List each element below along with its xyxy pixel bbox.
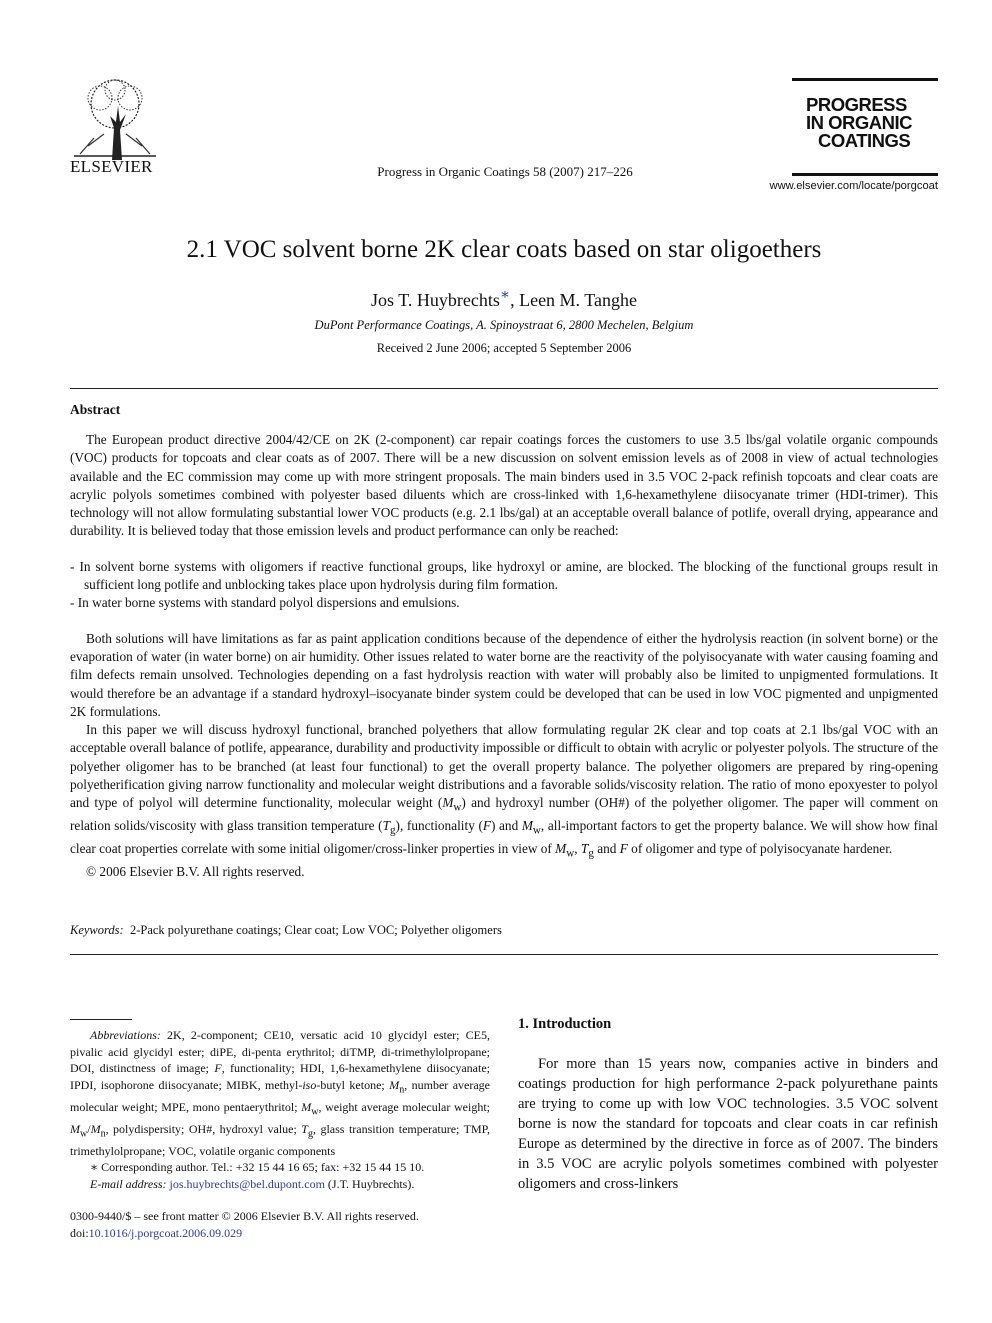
abbreviations-label: Abbreviations: [90,1028,161,1042]
journal-logo [792,78,938,176]
abbr-text-1: 2K, 2-component; CE10, versatic acid 10 glycidyl ester; CE5, pivalic acid glycidyl ester; diPE, di-penta erythritol; diTMP, di-trimethylolpropane; DOI, distinctness of image; [70,1028,490,1076]
corr-mark: ∗ [90,1160,99,1175]
p3-text-g: and [593,841,620,857]
abstract-paragraph-3 [70,721,938,863]
p3-text-f: , [574,841,581,857]
symbol-m: M [521,818,533,834]
subscript-n: n [399,1084,405,1096]
p3-text-h: of oligomer and type of polyisocyanate hardener. [627,841,893,857]
elsevier-tree-logo [70,76,160,160]
author-list [70,285,938,311]
email-owner: (J.T. Huybrechts). [324,1176,415,1191]
publisher-name: ELSEVIER [70,157,153,176]
symbol-m: M [90,1121,101,1136]
author-2: Leen M. Tanghe [519,290,637,310]
rule-bottom [70,954,938,955]
symbol-m: M [442,795,454,811]
subscript-w: w [453,802,462,814]
abbr-text-3: -butyl ketone; [316,1077,390,1092]
symbol-f: F [214,1061,222,1076]
issn-block [70,1208,490,1241]
abstract-bullet-2: - In water borne systems with standard polyol dispersions and emulsions. [70,595,460,611]
symbol-f: F [482,818,491,834]
subscript-g: g [588,847,594,860]
abbr-text-6: , polydispersity; OH#, hydroxyl value; [105,1121,302,1136]
logo-word-3: COATINGS [818,130,911,151]
abbr-text-4: , number average molecular weight; MPE, mono pentaerythritol; [70,1077,490,1114]
subscript-w: w [80,1128,88,1140]
email-link[interactable]: jos.huybrechts@bel.dupont.com [169,1176,325,1191]
introduction-paragraph-1: For more than 15 years now, companies active in binders and coatings production for high performance 2-pack polyurethane paints are trying to come up with low VOC technologies. 3.5 VOC solvent borne is now the standard for topcoats and clear coats in car refinish Europe as determined by the directive in force as of 2007. The binders in 3.5 VOC are acrylic polyols sometimes combined with polyester oligomers and cross-linkers [518,1056,938,1192]
abbreviations-footnote [70,1027,490,1159]
footnote-rule [70,1019,132,1020]
doi-link[interactable]: 10.1016/j.porgcoat.2006.09.029 [88,1225,243,1240]
abbr-text-5: , weight average molecular weight; [318,1099,490,1114]
author-separator: , [510,290,520,310]
email-label: E-mail address: [90,1176,167,1191]
symbol-t: T [382,818,390,834]
journal-reference: Progress in Organic Coatings 58 (2007) 217–226 [377,164,633,179]
rule-top [70,388,938,389]
logo-word-2: IN ORGANIC [806,112,912,133]
introduction-heading: 1. Introduction [518,1016,612,1032]
abbr-slash: / [87,1121,91,1136]
copyright-line: © 2006 Elsevier B.V. All rights reserved. [86,864,305,880]
footnotes [70,1027,490,1193]
p3-text-a: In this paper we will discuss hydroxyl functional, branched polyethers that allow formulating regular 2K clear and top coats at 2.1 lbs/gal VOC with an acceptable overall balance of potlife, appearance, durability and productivity impossible or difficult to obtain with acrylic or polyester polyols. The structure of the polyether oligomer has to be branched (at least four functional) to get the overall property balance. The polyether oligomers are prepared by ring-opening polyetherification giving narrow functionality and molecular weight distributions and a favorable solids/viscosity relation. The ratio of mono epoxyester to polyol and type of polyol will determine functionality, molecular weight ( [70,722,938,811]
logo-rule-bottom [792,173,938,176]
p3-text-b: ) and hydroxyl number (OH#) of the polyether oligomer. The paper will comment on relation solids/viscosity with glass transition temperature ( [70,795,938,834]
subscript-g: g [390,824,396,837]
tree-icon [70,76,160,160]
affiliation: DuPont Performance Coatings, A. Spinoystraat 6, 2800 Mechelen, Belgium [314,318,694,332]
abstract-bullet-list [70,558,938,613]
logo-word-1: PROGRESS [806,94,907,115]
abbr-iso: iso [302,1077,317,1092]
email-footnote [70,1176,490,1193]
p3-text-d: ) and [491,818,522,834]
author-1: Jos T. Huybrechts [371,290,500,310]
subscript-w: w [532,824,541,837]
symbol-m: M [555,841,567,857]
keywords [70,923,938,938]
subscript-w: w [311,1106,319,1118]
p3-text-c: ), functionality ( [395,818,483,834]
symbol-m: M [70,1121,80,1136]
doi-line [70,1225,490,1242]
subscript-g: g [307,1128,313,1140]
symbol-t: T [580,841,589,857]
abstract-paragraph-2: Both solutions will have limitations as far as paint application conditions because of the dependence of either the hydrolysis reaction (in solvent borne) or the evaporation of water (in water borne) on air humidity. Other issues related to water borne are the reactivity of the polyisocyanate with water causing foaming and film defects remain unsolved. Technologies depending on a fast hydrolysis reaction with water will probably also be limited to unpigmented formulations. It would therefore be an advantage if a standard hydroxyl–isocyanate binder system could be developed that can be used in low VOC pigmented and unpigmented 2K formulations. [70,630,938,719]
issn-line: 0300-9440/$ – see front matter © 2006 Elsevier B.V. All rights reserved. [70,1209,419,1223]
subscript-w: w [566,847,575,860]
abstract-paragraph-1: The European product directive 2004/42/CE on 2K (2-component) car repair coatings forces the customers to use 3.5 lbs/gal volatile organic compounds (VOC) products for topcoats and clear coats as of 2007. There will be a new discussion on solvent emission levels as of 2008 in view of actual technologies available and the EC commission may come up with more stringent proposals. The main binders used in 3.5 VOC 2-pack refinish topcoats and clear coats are acrylic polyols sometimes combined with polyester based diluents which are cross-linked with 1,6-hexamethylene diisocyanate trimer (HDI-trimer). This technology will not allow formulating substantial lower VOC products (e.g. 2.1 lbs/gal) at an acceptable overall balance of potlife, overall drying, appearance and durability. It is believed today that those emission levels and product performance can only be reached: [70,432,938,539]
introduction-body [518,1054,938,1194]
doi-label: doi: [70,1225,89,1240]
symbol-m: M [301,1099,312,1114]
keywords-label: Keywords: [70,923,124,937]
article-title: 2.1 VOC solvent borne 2K clear coats based on star oligoethers [186,236,822,263]
abbr-text-7: , glass transition temperature; TMP, trimethylolpropane; VOC, volatile organic components [70,1121,490,1158]
corr-text: Corresponding author. Tel.: +32 15 44 16 65; fax: +32 15 44 15 10. [98,1160,425,1175]
subscript-n: n [100,1128,106,1140]
abstract-bullet-1: - In solvent borne systems with oligomers if reactive functional groups, like hydroxyl or amine, are blocked. The blocking of the functional groups result in sufficient long potlife and unblocking takes place upon hydrolysis during film formation. [70,558,938,593]
keywords-text: 2-Pack polyurethane coatings; Clear coat; Low VOC; Polyether oligomers [129,923,502,937]
logo-rule-top [792,78,938,81]
abbr-text-2: , functionality; HDI, 1,6-hexamethylene diisocyanate; IPDI, isophorone diisocyanate; MIBK, methyl- [70,1061,490,1092]
received-dates: Received 2 June 2006; accepted 5 September 2006 [376,341,632,355]
symbol-t: T [301,1121,308,1136]
abstract-heading: Abstract [70,402,121,417]
corresponding-author-footnote [70,1159,490,1176]
symbol-m: M [389,1077,400,1092]
corresponding-author-mark[interactable]: ∗ [499,287,511,303]
abstract-body [70,431,938,882]
p3-text-e: , all-important factors to get the property balance. We will show how final clear coat properties correlate with some initial oligomer/cross-linker properties in view of [70,818,938,857]
journal-url[interactable]: www.elsevier.com/locate/porgcoat [769,180,938,192]
symbol-f: F [619,841,628,857]
